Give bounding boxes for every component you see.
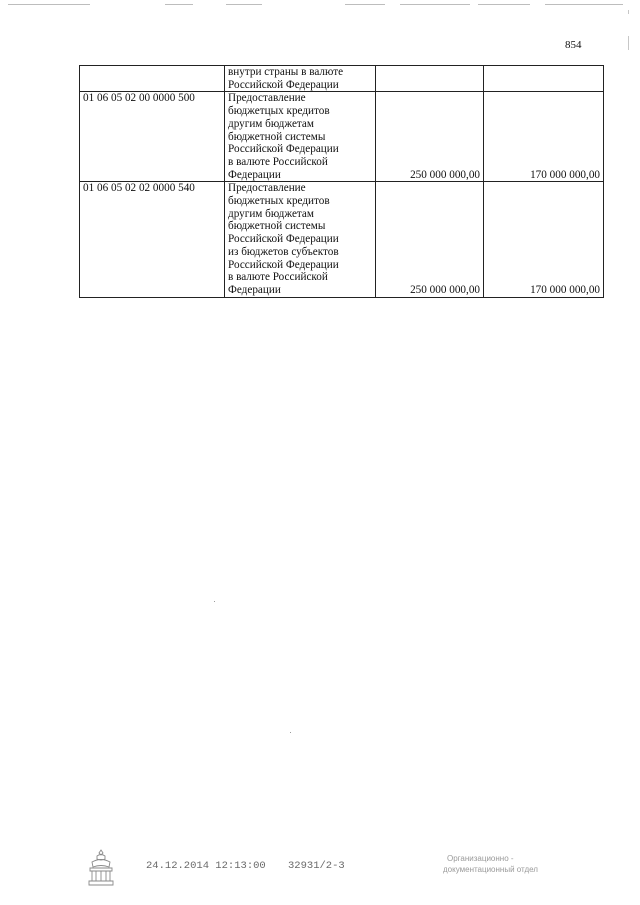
footer-timestamp: 24.12.2014 12:13:00 <box>146 860 266 872</box>
description-line: Российской Федерации <box>228 233 339 246</box>
scan-mark <box>345 4 385 5</box>
scan-mark <box>226 4 262 5</box>
amount-cell-first: 250 000 000,00 <box>376 92 484 182</box>
amount-cell-first <box>376 66 484 92</box>
description-line: другим бюджетам <box>228 207 314 220</box>
budget-code-cell <box>80 66 225 92</box>
coat-of-arms-seal-icon <box>86 848 116 888</box>
budget-table <box>79 65 604 298</box>
description-line: из бюджетов субъектов <box>228 245 339 258</box>
footer-org-line: документационный отдел <box>443 865 538 874</box>
description-line: в валюте Российской <box>228 271 328 284</box>
scan-mark <box>628 10 629 14</box>
page-number: 854 <box>565 39 582 51</box>
description-line: внутри страны в валюте <box>228 66 344 78</box>
description-cell <box>225 92 376 182</box>
footer-document-number: 32931/2-3 <box>288 860 345 872</box>
footer <box>0 846 640 896</box>
description-line: Федерации <box>228 168 281 181</box>
description-line: бюджетных кредитов <box>228 195 330 208</box>
scan-mark <box>165 4 193 5</box>
table-row <box>80 182 604 297</box>
amount-cell-first: 250 000 000,00 <box>376 182 484 297</box>
budget-code-cell: 01 06 05 02 02 0000 540 <box>80 182 225 297</box>
table-row <box>80 92 604 182</box>
amount-cell-second <box>484 66 604 92</box>
description-line: Предоставление <box>228 92 306 105</box>
amount-cell-second: 170 000 000,00 <box>484 92 604 182</box>
description-line: в валюте Российской <box>228 155 328 168</box>
description-line: Российской Федерации <box>228 258 339 271</box>
footer-org-line: Организационно - <box>447 854 514 863</box>
description-line: другим бюджетам <box>228 117 314 130</box>
budget-code-cell: 01 06 05 02 00 0000 500 <box>80 92 225 182</box>
scan-mark <box>400 4 470 5</box>
table-body <box>80 66 604 298</box>
description-cell <box>225 182 376 297</box>
description-line: бюджетной системы <box>228 220 326 233</box>
scan-mark <box>628 36 629 50</box>
description-line: Российской Федерации <box>228 143 339 156</box>
table-row <box>80 66 604 92</box>
description-cell <box>225 66 376 92</box>
description-line: бюджетной системы <box>228 130 326 143</box>
scan-speck <box>214 601 215 602</box>
description-line: Федерации <box>228 283 281 296</box>
scan-mark <box>545 4 623 5</box>
description-line: Российской Федерации <box>228 78 339 91</box>
amount-cell-second: 170 000 000,00 <box>484 182 604 297</box>
scan-speck <box>290 732 291 733</box>
description-line: Предоставление <box>228 182 306 195</box>
scan-mark <box>8 4 90 5</box>
scan-mark <box>478 4 530 5</box>
description-line: бюджетцых кредитов <box>228 105 330 118</box>
